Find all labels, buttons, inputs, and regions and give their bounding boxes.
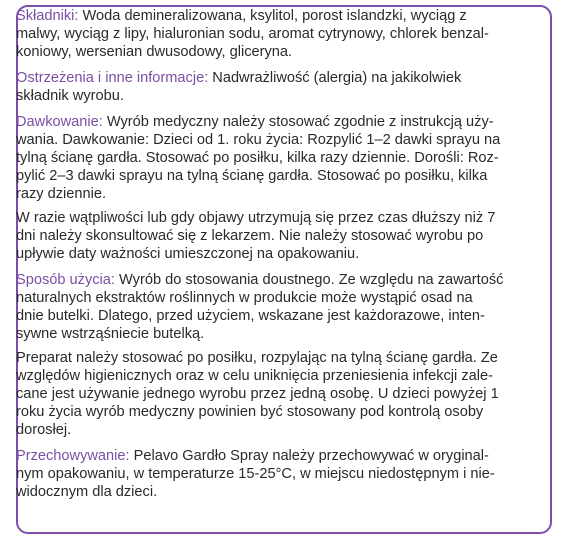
usage-label: Sposób użycia: — [16, 272, 115, 288]
ingredients-text: Woda demineralizowana, ksylitol, porost islandzki, wyciąg z — [78, 8, 467, 24]
usage-line: naturalnych ekstraktów roślinnych w produkcie może wystąpić osad na — [16, 290, 473, 306]
leaflet-content — [16, 7, 556, 501]
section-usage — [16, 271, 556, 343]
dosage-line: pylić 2–3 dawki sprayu na tylną ścianę gardła. Stosować po posiłku, kilka — [16, 168, 488, 184]
storage-label: Przechowywanie: — [16, 448, 130, 464]
dosage-line: wania. Dawkowanie: Dzieci od 1. roku życia: Rozpylić 1–2 dawki sprayu na — [16, 132, 501, 148]
dosage-note-line: upływie daty ważności umieszczonej na opakowaniu. — [16, 246, 360, 262]
dosage-label: Dawkowanie: — [16, 114, 103, 130]
usage-note — [16, 349, 556, 439]
storage-text: Pelavo Gardło Spray należy przechowywać w oryginal- — [129, 448, 489, 464]
section-ingredients — [16, 7, 556, 61]
warnings-text: Nadwrażliwość (alergia) na jakikolwiek — [208, 70, 462, 86]
ingredients-line: koniowy, wersenian dwusodowy, gliceryna. — [16, 44, 293, 60]
dosage-line: tylną ścianę gardła. Stosować po posiłku, kilka razy dziennie. Dorośli: Roz- — [16, 150, 499, 166]
usage-note-line: cane jest używanie jednego wyrobu przez jedną osobę. U dzieci powyżej 1 — [16, 386, 499, 402]
warnings-label: Ostrzeżenia i inne informacje: — [16, 70, 209, 86]
ingredients-line: malwy, wyciąg z lipy, hialuronian sodu, aromat cytrynowy, chlorek benzal- — [16, 26, 489, 42]
usage-text: Wyrób do stosowania doustnego. Ze względu na zawartość — [114, 272, 504, 288]
storage-line: widocznym dla dzieci. — [16, 484, 158, 500]
section-warnings — [16, 69, 556, 105]
dosage-note-line: W razie wątpliwości lub gdy objawy utrzymują się przez czas dłuższy niż 7 — [16, 210, 496, 226]
usage-note-line: dorosłej. — [16, 422, 72, 438]
usage-note-line: roku życia wyrób medyczny powinien być stosowany pod kontrolą osoby — [16, 404, 484, 420]
dosage-text: Wyrób medyczny należy stosować zgodnie z instrukcją uży- — [102, 114, 494, 130]
dosage-note-line: dni należy skonsultować się z lekarzem. Nie należy stosować wyrobu po — [16, 228, 484, 244]
usage-note-line: względów higienicznych oraz w celu uniknięcia przeniesienia infekcji zale- — [16, 368, 493, 384]
section-storage — [16, 447, 556, 501]
usage-note-line: Preparat należy stosować po posiłku, rozpylając na tylną ścianę gardła. Ze — [16, 350, 498, 366]
usage-line: sywne wstrząśniecie butelką. — [16, 326, 205, 342]
usage-line: dnie butelki. Dlatego, przed użyciem, wskazane jest każdorazowe, inten- — [16, 308, 485, 324]
dosage-note — [16, 209, 556, 263]
ingredients-label: Składniki: — [16, 8, 79, 24]
section-dosage — [16, 113, 556, 203]
storage-line: nym opakowaniu, w temperaturze 15-25°C, w miejscu niedostępnym i nie- — [16, 466, 495, 482]
warnings-line: składnik wyrobu. — [16, 88, 124, 104]
dosage-line: razy dziennie. — [16, 186, 107, 202]
